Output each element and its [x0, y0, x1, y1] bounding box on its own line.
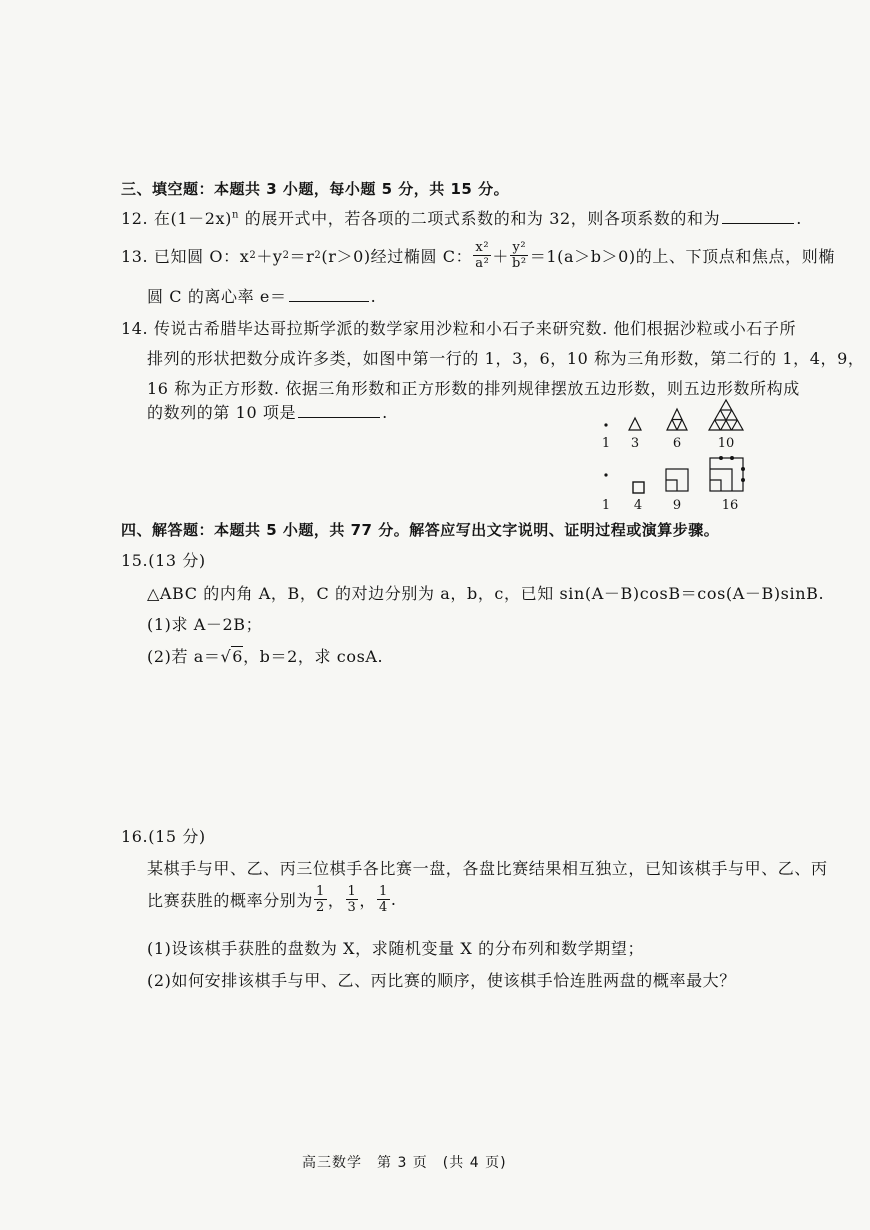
- square-label-4: 4: [633, 498, 643, 513]
- square-label-9: 9: [672, 498, 682, 513]
- q14-line4: [147, 400, 388, 423]
- q16-frac-2: [346, 884, 359, 915]
- q13-plus: ＋: [492, 247, 509, 266]
- q16-sep-2: ，: [359, 891, 376, 910]
- q12-pre: 12. 在(1－2x): [121, 209, 232, 228]
- q13-frac-y: [510, 240, 529, 271]
- page-footer: 高三数学 第 3 页 (共 4 页): [302, 1155, 507, 1171]
- q15-part1: (1)求 A－2B；: [147, 615, 263, 634]
- q16-frac-3-den: 4: [378, 900, 388, 915]
- square-1: [604, 473, 607, 476]
- q13-sup-r: 2: [314, 250, 322, 261]
- q12-exponent: n: [232, 209, 240, 221]
- q16-line2-end: .: [390, 890, 397, 909]
- q16-line1: 某棋手与甲、乙、丙三位棋手各比赛一盘，各盘比赛结果相互独立，已知该棋手与甲、乙、丙: [147, 859, 828, 878]
- q13-frac-x-den: a²: [475, 256, 490, 271]
- q15-part2-pre: (2)若 a＝: [147, 647, 221, 666]
- q13-pre: 13. 已知圆 O：x: [121, 247, 250, 266]
- q16-part1: (1)设该棋手获胜的盘数为 X，求随机变量 X 的分布列和数学期望；: [147, 939, 645, 958]
- q14-line4-pre: 的数列的第 10 项是: [147, 403, 297, 422]
- sqrt-symbol: √: [220, 647, 232, 666]
- q16-label: 16.(15 分): [121, 827, 206, 846]
- q13-eq-r: ＝r: [289, 247, 315, 266]
- q15-stem: △ABC 的内角 A，B，C 的对边分别为 a，b，c，已知 sin(A－B)cosB＝cos(A－B)sinB.: [147, 584, 825, 603]
- q13-frac-x: [473, 240, 491, 271]
- q14-line2: 排列的形状把数分成许多类，如图中第一行的 1，3，6，10 称为三角形数，第二行的 1，4，9，: [147, 349, 865, 368]
- q16-frac-2-den: 3: [347, 900, 357, 915]
- q16-frac-1-num: 1: [316, 884, 325, 899]
- triangle-1: [604, 423, 607, 426]
- triangular-label-6: 6: [672, 436, 682, 451]
- q14-line4-end: .: [382, 403, 388, 422]
- q13-sup-x: 2: [249, 250, 257, 261]
- q15-sqrt-value: 6: [232, 647, 244, 666]
- square-4: [633, 482, 644, 493]
- q13-line2-pre: 圆 C 的离心率 e＝: [147, 287, 287, 306]
- q13-cond: (r＞0)经过椭圆 C：: [321, 247, 473, 266]
- q16-frac-3: [377, 884, 390, 915]
- square-9: [666, 469, 688, 491]
- q13-answer-blank[interactable]: [289, 287, 369, 302]
- q16-sep-1: ，: [327, 891, 345, 910]
- section3-heading: 三、填空题：本题共 3 小题，每小题 5 分，共 15 分。: [121, 180, 510, 198]
- square-label-16: 16: [721, 498, 739, 513]
- q13-sup-y: 2: [282, 250, 290, 261]
- triangular-label-3: 3: [630, 436, 640, 451]
- q16-frac-1: [314, 884, 327, 915]
- q15-part2: [147, 644, 383, 667]
- figurate-numbers-figure: [590, 395, 770, 517]
- q16-frac-3-num: 1: [378, 884, 388, 899]
- square-label-1: 1: [601, 498, 611, 513]
- q16-frac-2-num: 1: [347, 884, 357, 899]
- q13-frac-y-num: y²: [512, 240, 527, 255]
- q12-answer-blank[interactable]: [722, 209, 794, 224]
- section4-heading: 四、解答题：本题共 5 小题，共 77 分。解答应写出文字说明、证明过程或演算步骤。: [121, 521, 720, 539]
- triangle-6: [667, 409, 687, 430]
- question-13-line1: [121, 240, 835, 271]
- figurate-numbers-svg: [590, 395, 770, 517]
- q16-part2: (2)如何安排该棋手与甲、乙、丙比赛的顺序，使该棋手恰连胜两盘的概率最大？: [147, 971, 736, 990]
- q14-line3: 16 称为正方形数. 依据三角形数和正方形数的排列规律摆放五边形数，则五边形数所构成: [147, 379, 800, 398]
- q13-plus-y: ＋y: [256, 247, 283, 266]
- q15-label: 15.(13 分): [121, 551, 206, 570]
- q16-line2: [147, 884, 397, 915]
- square-16: [710, 457, 744, 491]
- q14-line1: 14. 传说古希腊毕达哥拉斯学派的数学家用沙粒和小石子来研究数. 他们根据沙粒或小石子所: [121, 319, 797, 338]
- q16-line2-pre: 比赛获胜的概率分别为: [147, 891, 314, 910]
- q12-post: 的展开式中，若各项的二项式系数的和为 32，则各项系数的和为: [239, 209, 721, 228]
- triangle-3: [629, 418, 641, 430]
- q13-frac-x-num: x²: [475, 240, 490, 255]
- triangle-10: [709, 400, 743, 430]
- q15-part2-post: ，b＝2，求 cosA.: [243, 647, 384, 666]
- q13-frac-y-den: b²: [512, 256, 527, 271]
- q13-post: ＝1(a＞b＞0)的上、下顶点和焦点，则椭: [529, 247, 835, 266]
- question-12: [121, 206, 802, 229]
- question-13-line2: [147, 284, 376, 307]
- q13-line2-end: .: [370, 287, 377, 306]
- q16-frac-1-den: 2: [316, 900, 325, 915]
- triangular-label-1: 1: [601, 436, 611, 451]
- q12-end: .: [796, 209, 802, 228]
- q14-answer-blank[interactable]: [298, 403, 380, 418]
- triangular-label-10: 10: [717, 436, 735, 451]
